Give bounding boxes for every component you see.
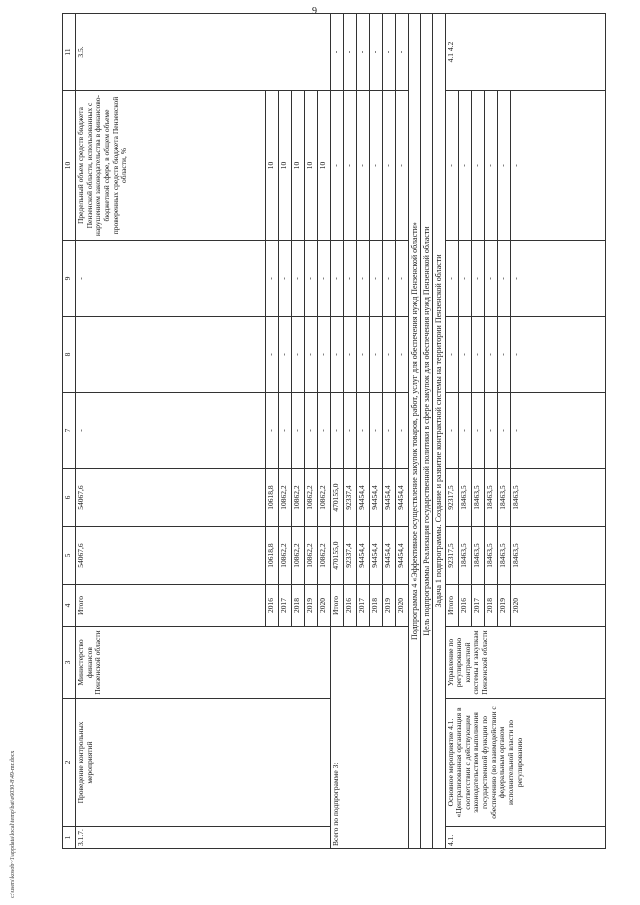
value-cell: - — [510, 393, 605, 469]
header-cell: 11 — [63, 14, 76, 91]
value-cell: - — [383, 241, 396, 317]
value-cell: 10 — [266, 91, 279, 241]
value-cell: - — [497, 91, 510, 241]
value-cell: 10618,8 — [266, 527, 279, 585]
value-cell: 10862,2 — [305, 527, 318, 585]
year-cell: 2016 — [266, 585, 279, 627]
value-cell: - — [445, 91, 458, 241]
value-cell: - — [383, 91, 396, 241]
value-cell: - — [292, 317, 305, 393]
value-cell: - — [266, 393, 279, 469]
value-cell: 92317,5 — [445, 469, 458, 527]
value-cell: - — [305, 393, 318, 469]
value-cell — [76, 317, 266, 393]
value-cell: - — [471, 241, 484, 317]
column-numbers-row — [63, 14, 76, 849]
value-cell: - — [357, 393, 370, 469]
file-path-footer: c:\users\kosob~1\appdata\local\temp\bat\e6030-8\49-mr.docx — [10, 750, 16, 898]
value-cell: - — [266, 241, 279, 317]
value-cell: - — [396, 393, 409, 469]
value-cell: - — [396, 91, 409, 241]
value-cell: - — [471, 91, 484, 241]
value-cell: - — [458, 241, 471, 317]
header-cell: 7 — [63, 393, 76, 469]
program-table — [62, 13, 606, 849]
section-row — [409, 14, 421, 849]
value-cell: - — [370, 393, 383, 469]
value-cell: - — [266, 317, 279, 393]
year-cell: 2019 — [305, 585, 318, 627]
value-cell: - — [344, 393, 357, 469]
value-cell: 10862,2 — [279, 469, 292, 527]
value-cell: 18463,5 — [510, 527, 605, 585]
value-cell: 94454,4 — [357, 469, 370, 527]
value-cell: 18463,5 — [471, 527, 484, 585]
value-cell: - — [458, 91, 471, 241]
value-cell: - — [344, 14, 357, 91]
value-cell: - — [292, 241, 305, 317]
value-cell: 94454,4 — [370, 469, 383, 527]
executor: Управление по регулированию контрактной системы и закупкам Пензенской области — [445, 627, 605, 699]
value-cell: - — [458, 393, 471, 469]
value-cell: - — [344, 241, 357, 317]
value-cell: - — [76, 393, 266, 469]
value-cell: - — [445, 317, 458, 393]
value-cell: 18463,5 — [458, 527, 471, 585]
header-cell: 4 — [63, 585, 76, 627]
year-cell: 2017 — [279, 585, 292, 627]
value-cell: - — [484, 393, 497, 469]
value-cell: 18463,5 — [484, 527, 497, 585]
value-cell: - — [484, 317, 497, 393]
value-cell: - — [510, 91, 605, 241]
value-cell: 18463,5 — [497, 469, 510, 527]
value-cell: 18463,5 — [458, 469, 471, 527]
value-cell: - — [383, 393, 396, 469]
value-cell: - — [497, 317, 510, 393]
value-cell: - — [383, 317, 396, 393]
table-row — [76, 14, 266, 849]
activity-name: Основное мероприятие 4.1. «Централизованная организация в соответствии с действующим законодательством выполнения государственной функции по обеспечению (во взаимодействии с федеральным органом исполнительной власти по регулированию — [445, 699, 605, 827]
value-cell: - — [370, 91, 383, 241]
subprogram-title: Подпрограмма 4 «Эффективное осуществление закупок товаров, работ, услуг для обеспечения нужд Пензенской области» — [409, 14, 421, 849]
rotated-table-area — [62, 14, 632, 849]
value-cell: 94454,4 — [383, 469, 396, 527]
section-row — [433, 14, 445, 849]
value-cell: 94454,4 — [396, 527, 409, 585]
header-cell: 2 — [63, 699, 76, 827]
value-cell: 10862,2 — [292, 469, 305, 527]
year-cell: 2017 — [471, 585, 484, 627]
header-cell: 5 — [63, 527, 76, 585]
value-cell: - — [318, 241, 331, 317]
value-cell: - — [471, 317, 484, 393]
value-cell: 94454,4 — [357, 527, 370, 585]
value-cell: - — [331, 91, 344, 241]
executor: Министерство финансов Пензенской области — [76, 627, 331, 699]
header-cell: 9 — [63, 241, 76, 317]
value-cell: - — [396, 241, 409, 317]
value-cell: - — [383, 14, 396, 91]
value-cell: - — [497, 393, 510, 469]
value-cell: - — [292, 393, 305, 469]
value-cell: - — [445, 241, 458, 317]
header-cell: 6 — [63, 469, 76, 527]
value-cell: - — [305, 317, 318, 393]
value-cell: - — [484, 91, 497, 241]
year-cell: 2020 — [318, 585, 331, 627]
indicator-cell: Предельный объем средств бюджета Пензенской области, использованных с нарушением законодательства в финансово-бюджетной сфере, в общем объеме проверенных средств бюджета Пензенской области, % — [76, 91, 266, 241]
value-cell: 54067,6 — [76, 527, 266, 585]
value-cell: - — [357, 317, 370, 393]
value-cell: - — [357, 91, 370, 241]
value-cell: 10 — [292, 91, 305, 241]
value-cell: - — [370, 241, 383, 317]
year-cell: Итого — [331, 585, 344, 627]
subprogram-goal: Цель подпрограммы Реализация государственной политики в сфере закупок для обеспечения нужд Пензенской области — [421, 14, 433, 849]
value-cell: - — [331, 14, 344, 91]
year-cell: 2019 — [497, 585, 510, 627]
ref-cell: 4.1 4.2 — [445, 14, 605, 91]
year-cell: 2016 — [344, 585, 357, 627]
subprogram-task: Задача 1 подпрограммы. Создание и развитие контрактной системы на территории Пензенской области — [433, 14, 445, 849]
value-cell: 18463,5 — [497, 527, 510, 585]
year-cell: 2020 — [396, 585, 409, 627]
value-cell: - — [357, 14, 370, 91]
table-row — [445, 14, 458, 849]
value-cell: - — [76, 241, 266, 317]
value-cell: 94454,4 — [396, 469, 409, 527]
value-cell: - — [484, 241, 497, 317]
value-cell: 10862,2 — [318, 469, 331, 527]
year-cell: 2018 — [292, 585, 305, 627]
value-cell: 10 — [279, 91, 292, 241]
year-cell: 2019 — [383, 585, 396, 627]
value-cell: - — [331, 317, 344, 393]
row-number: 3.1.7. — [76, 827, 331, 849]
year-cell: Итого — [76, 585, 266, 627]
header-cell: 3 — [63, 627, 76, 699]
year-cell: 2017 — [357, 585, 370, 627]
value-cell: - — [279, 317, 292, 393]
value-cell: 10862,2 — [305, 469, 318, 527]
value-cell: 18463,5 — [484, 469, 497, 527]
value-cell: - — [331, 393, 344, 469]
value-cell: 18463,5 — [471, 469, 484, 527]
value-cell: 10 — [305, 91, 318, 241]
value-cell: - — [497, 241, 510, 317]
value-cell: - — [370, 317, 383, 393]
value-cell: 54067,6 — [76, 469, 266, 527]
value-cell: - — [344, 91, 357, 241]
value-cell: - — [344, 317, 357, 393]
value-cell: 18463,5 — [510, 469, 605, 527]
value-cell: 92337,4 — [344, 469, 357, 527]
value-cell: - — [445, 393, 458, 469]
value-cell: 94454,4 — [383, 527, 396, 585]
activity-name: Проведение контрольных мероприятий — [76, 699, 331, 827]
value-cell: 94454,4 — [370, 527, 383, 585]
header-cell: 10 — [63, 91, 76, 241]
header-cell: 8 — [63, 317, 76, 393]
value-cell: 92317,5 — [445, 527, 458, 585]
value-cell: - — [318, 317, 331, 393]
year-cell: 2018 — [484, 585, 497, 627]
section-row — [421, 14, 433, 849]
value-cell: 10862,2 — [318, 527, 331, 585]
year-cell: 2020 — [510, 585, 605, 627]
value-cell: - — [279, 241, 292, 317]
year-cell: 2018 — [370, 585, 383, 627]
total-label: Всего по подпрограмме 3: — [331, 627, 409, 849]
value-cell: 470155,0 — [331, 469, 344, 527]
value-cell: - — [331, 241, 344, 317]
value-cell: 92337,4 — [344, 527, 357, 585]
value-cell: 10862,2 — [292, 527, 305, 585]
table-row — [331, 14, 344, 849]
value-cell: - — [510, 241, 605, 317]
header-cell: 1 — [63, 827, 76, 849]
value-cell: - — [396, 317, 409, 393]
page-number: 9 — [312, 6, 317, 17]
value-cell: - — [370, 14, 383, 91]
value-cell: - — [510, 317, 605, 393]
value-cell: - — [458, 317, 471, 393]
value-cell: 10862,2 — [279, 527, 292, 585]
value-cell: - — [305, 241, 318, 317]
value-cell: 470155,0 — [331, 527, 344, 585]
year-cell: Итого — [445, 585, 458, 627]
value-cell: - — [396, 14, 409, 91]
value-cell: 10618,8 — [266, 469, 279, 527]
value-cell: - — [357, 241, 370, 317]
value-cell: - — [279, 393, 292, 469]
value-cell: - — [318, 393, 331, 469]
value-cell: - — [471, 393, 484, 469]
value-cell: 10 — [318, 91, 331, 241]
row-number: 4.1. — [445, 827, 605, 849]
ref-cell: 3.5. — [76, 14, 331, 91]
year-cell: 2016 — [458, 585, 471, 627]
